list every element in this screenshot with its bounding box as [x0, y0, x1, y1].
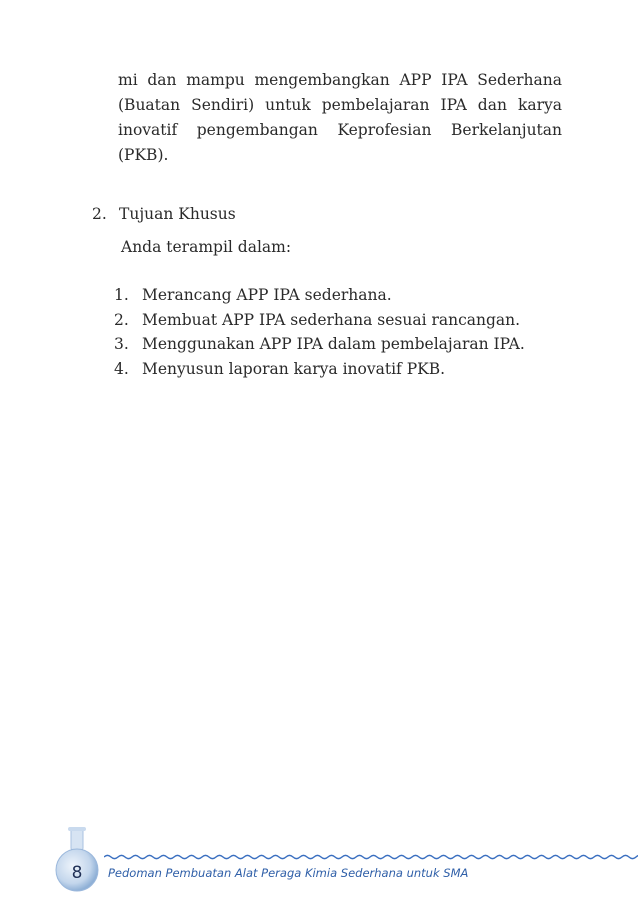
wave-divider: [104, 851, 638, 863]
list-item-number: 3.: [114, 335, 129, 353]
list-item-number: 2.: [114, 310, 129, 329]
section-heading: [92, 202, 562, 227]
list-item-number: 1.: [114, 286, 129, 304]
goals-list: [114, 283, 525, 381]
list-item-text: Menggunakan APP IPA dalam pembelajaran IPA.: [142, 335, 525, 353]
page-number: 8: [71, 863, 83, 883]
footer-title: Pedoman Pembuatan Alat Peraga Kimia Sederhana untuk SMA: [108, 866, 469, 880]
list-item: [114, 332, 525, 357]
list-item-number: 4.: [114, 359, 129, 378]
section-title: Tujuan Khusus: [119, 205, 236, 223]
section-intro: Anda terampil dalam:: [121, 238, 292, 256]
list-item: [114, 283, 525, 308]
section-specific-goals: [92, 202, 562, 227]
list-item-text: Menyusun laporan karya inovatif PKB.: [142, 359, 446, 378]
list-item-text: Membuat APP IPA sederhana sesuai rancangan.: [142, 310, 521, 329]
list-item-text: Merancang APP IPA sederhana.: [142, 286, 392, 304]
paragraph-continuation: mi dan mampu mengembangkan APP IPA Sederhana (Buatan Sendiri) untuk pembelajaran IPA dan karya inovatif pengembangan Keprofesian Berkelanjutan (PKB).: [118, 71, 562, 164]
list-item: [114, 357, 525, 382]
section-number: 2.: [92, 205, 107, 223]
list-item: [114, 308, 525, 333]
